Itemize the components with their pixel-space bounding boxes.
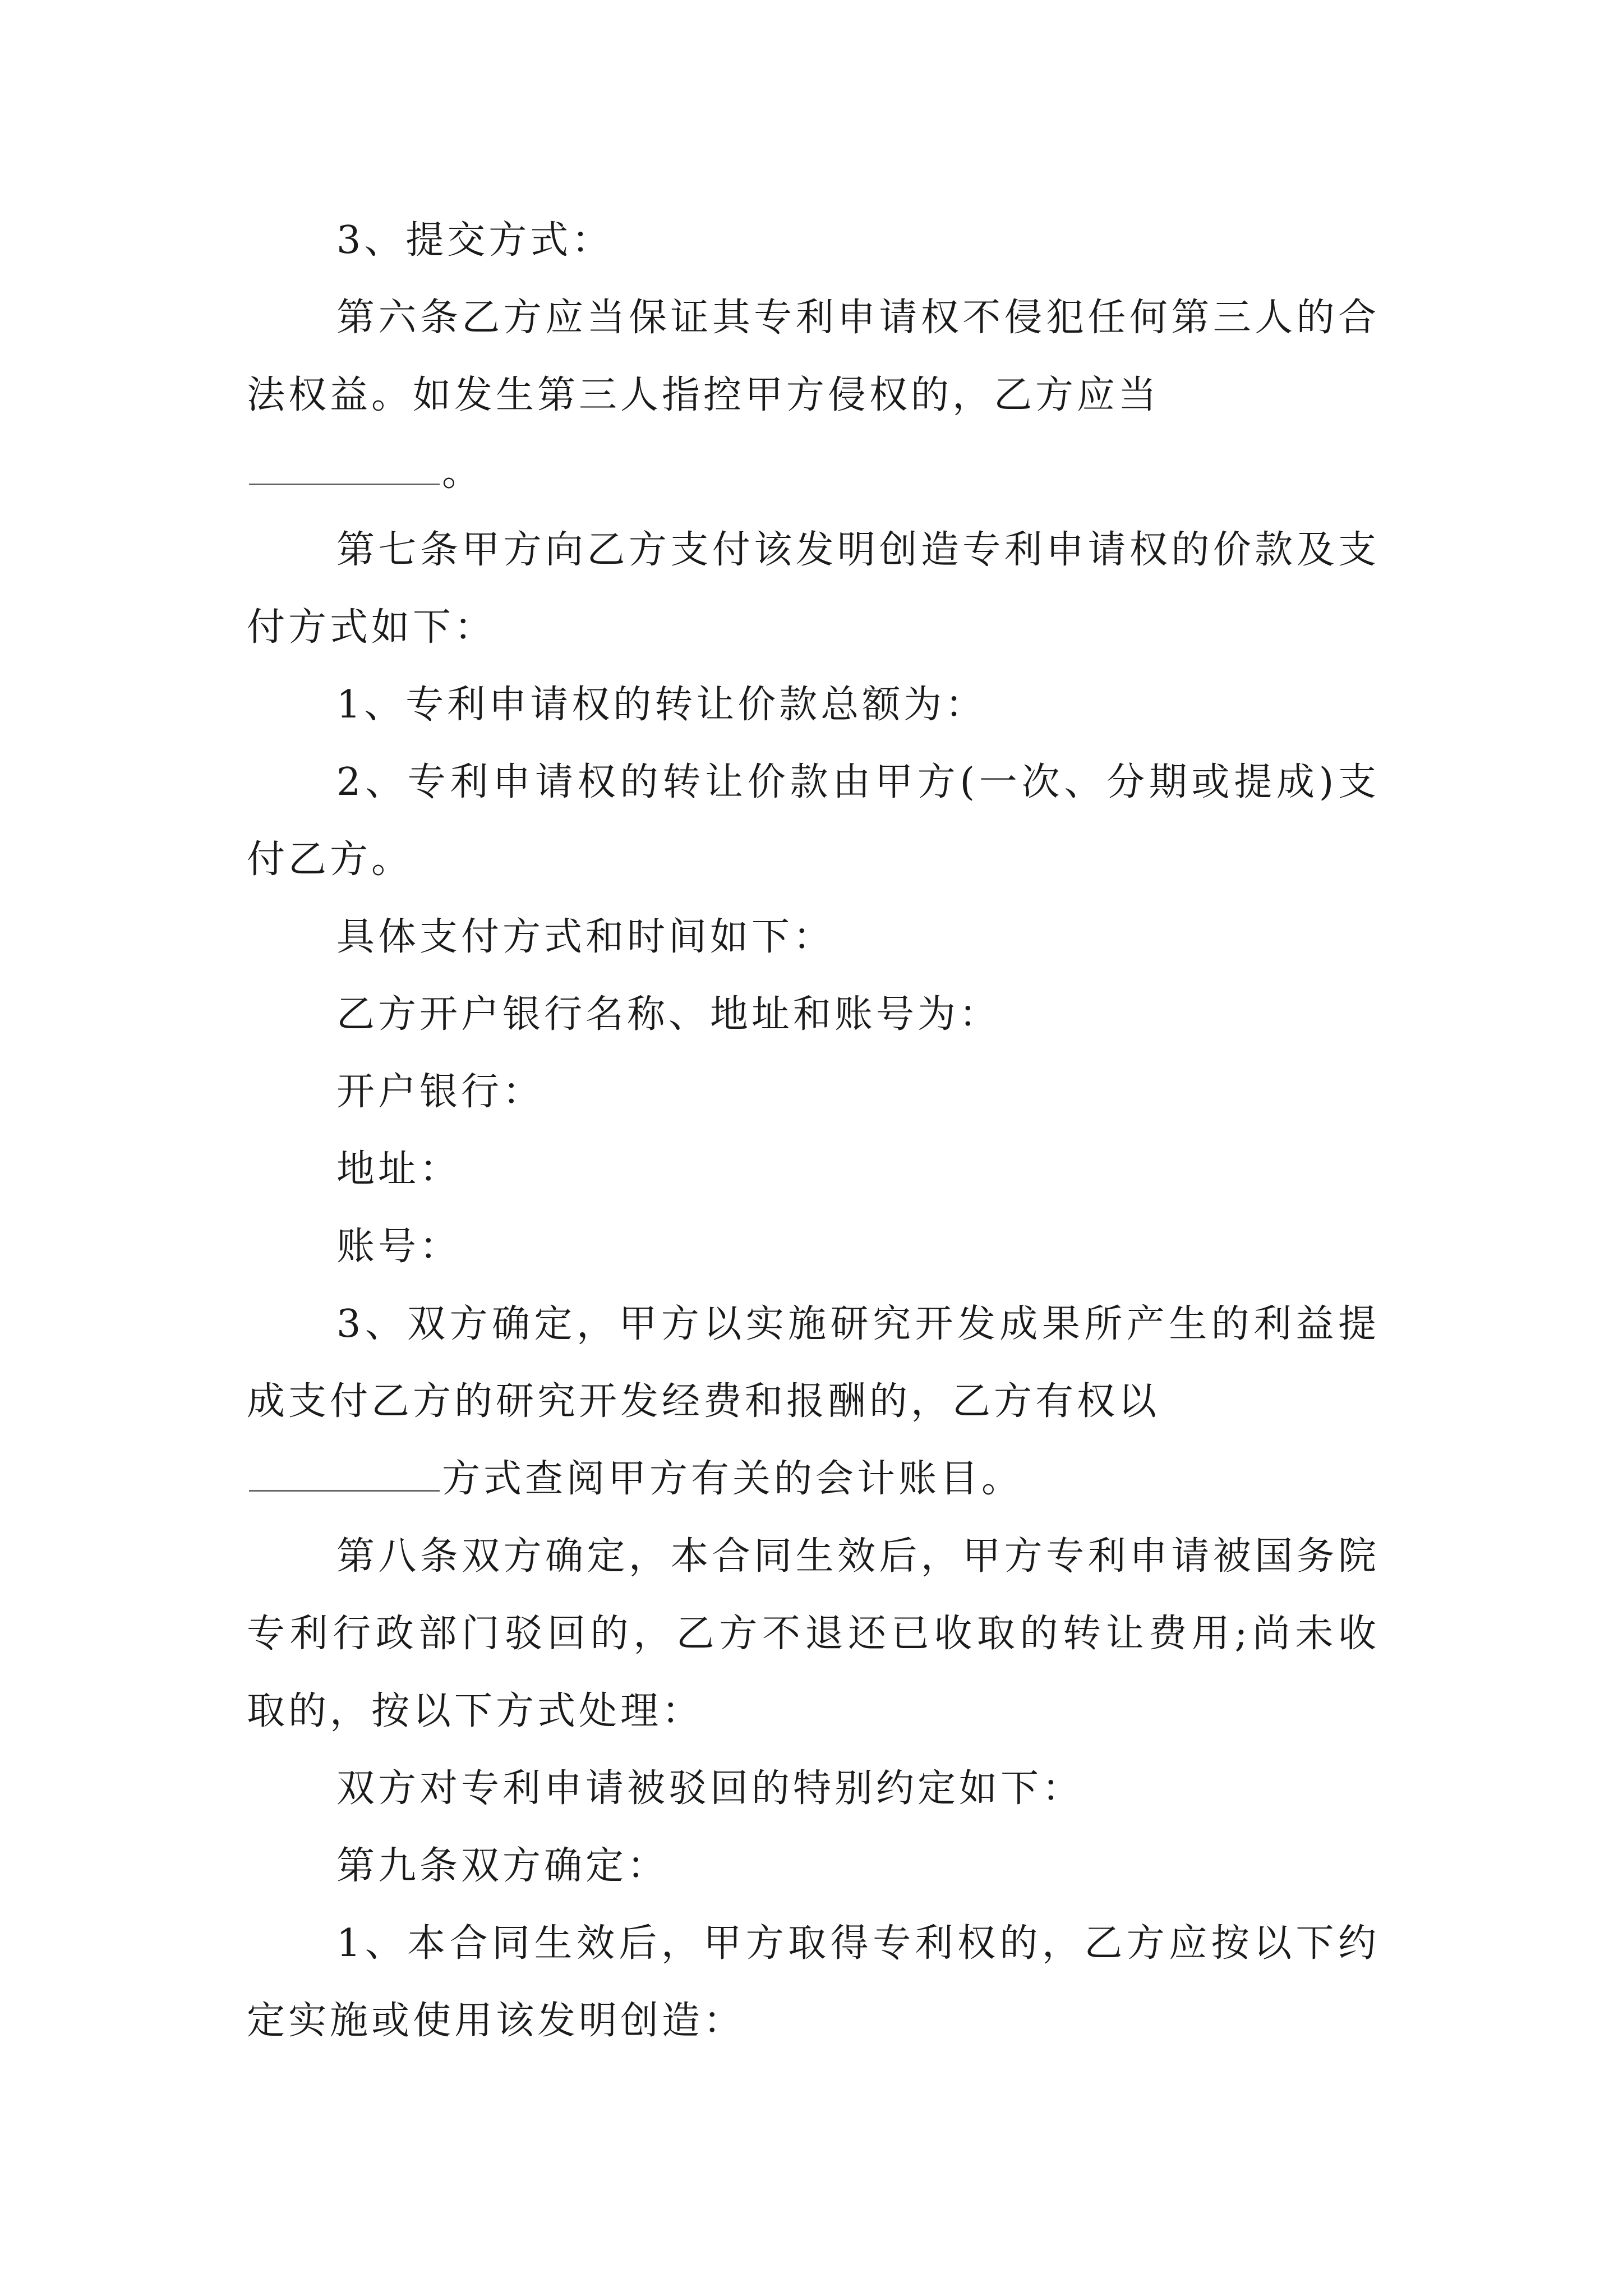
article-6-end: 。 [442, 450, 484, 495]
article-8-paragraph: 第八条双方确定，本合同生效后，甲方专利申请被国务院专利行政部门驳回的，乙方不退还已收取的转让费用;尚未收取的，按以下方式处理： [247, 1534, 1380, 1733]
payment-detail-label: 具体支付方式和时间如下： [336, 915, 835, 959]
article-9-paragraph: 第九条双方确定： [336, 1844, 669, 1888]
document-page [247, 202, 1380, 2060]
article-7-item-3-end: 方式查阅甲方有关的会计账目。 [442, 1457, 1023, 1501]
article-7-paragraph: 第七条甲方向乙方支付该发明创造专利申请权的价款及支付方式如下： [247, 528, 1380, 650]
bank-intro-label: 乙方开户银行名称、地址和账号为： [336, 992, 1001, 1037]
article-8-special-agreement: 双方对专利申请被驳回的特别约定如下： [336, 1766, 1084, 1811]
bank-name-label: 开户银行： [336, 1070, 545, 1114]
article-7-item-1: 1、专利申请权的转让价款总额为： [336, 683, 987, 727]
article-7-item-3 [247, 1286, 1380, 1441]
article-7-item-3-text: 3、双方确定，甲方以实施研究开发成果所产生的利益提成支付乙方的研究开发经费和报酬的，乙方有权以 [247, 1302, 1380, 1424]
fill-blank-line [249, 1456, 440, 1492]
article-7-item-3-blank-line [247, 1441, 1380, 1518]
article-6-paragraph [247, 279, 1380, 434]
bank-account-label: 账号： [336, 1225, 462, 1269]
fill-blank-line [249, 450, 440, 485]
bank-address-label: 地址： [336, 1147, 462, 1191]
article-9-item-1: 1、本合同生效后，甲方取得专利权的，乙方应按以下约定实施或使用该发明创造： [247, 1921, 1380, 2043]
article-7-item-2: 2、专利申请权的转让价款由甲方(一次、分期或提成)支付乙方。 [247, 760, 1380, 882]
article-6-blank-line [247, 434, 1380, 512]
article-6-text: 第六条乙方应当保证其专利申请权不侵犯任何第三人的合法权益。如发生第三人指控甲方侵权的，乙方应当 [247, 296, 1380, 417]
submission-method-item: 3、提交方式： [336, 218, 614, 263]
